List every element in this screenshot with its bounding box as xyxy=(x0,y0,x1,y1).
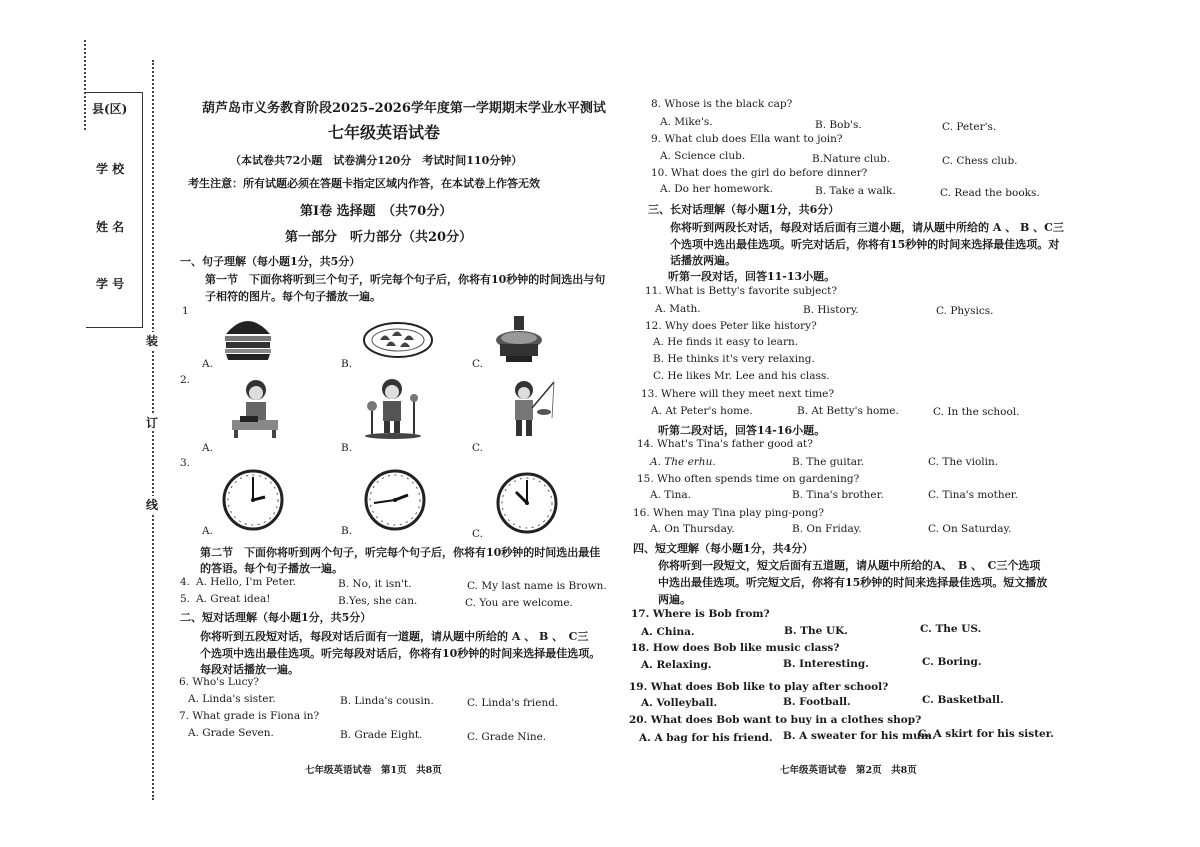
q19-option-a: A. Volleyball. xyxy=(641,697,718,709)
q8-option-b: B. Bob's. xyxy=(815,119,862,131)
s3-line3: 话播放两遍。 xyxy=(670,254,736,267)
q10-option-a: A. Do her homework. xyxy=(660,183,773,195)
field-school: 学 校 xyxy=(96,162,125,176)
s1-sub1-line2: 子相符的图片。每个句子播放一遍。 xyxy=(205,290,381,303)
q7-option-c: C. Grade Nine. xyxy=(467,731,547,743)
q15-option-c: C. Tina's mother. xyxy=(928,489,1019,501)
q9-option-c: C. Chess club. xyxy=(942,155,1018,167)
s1-sub1-line1: 第一节 下面你将听到三个句子，听完每个句子后，你将有10秒钟的时间选出与句 xyxy=(205,273,606,286)
q4-option-a: A. Hello, I'm Peter. xyxy=(196,576,297,588)
s2-line2: 个选项中选出最佳选项。听完每段对话后，你将有10秒钟的时间来选择最佳选项。 xyxy=(200,647,601,660)
s3-line4: 听第一段对话，回答11-13小题。 xyxy=(668,270,836,283)
q8-option-a: A. Mike's. xyxy=(660,116,713,128)
volume-title: 第Ⅰ卷 选择题 （共70分） xyxy=(300,204,453,219)
q10-option-c: C. Read the books. xyxy=(940,187,1040,199)
q14-stem: 14. What's Tina's father good at? xyxy=(637,438,813,450)
q9-option-b: B.Nature club. xyxy=(812,153,891,165)
part-title: 第一部分 听力部分（共20分） xyxy=(285,230,473,245)
q12-option-c: C. He likes Mr. Lee and his class. xyxy=(653,370,830,382)
exam-name: 葫芦岛市义务教育阶段2025–2026学年度第一学期期末学业水平测试 xyxy=(202,101,606,116)
q2-option-a: A. xyxy=(202,442,213,454)
q9-stem: 9. What club does Ella want to join? xyxy=(651,133,843,145)
q18-stem: 18. How does Bob like music class? xyxy=(631,642,840,654)
q12-option-a: A. He finds it easy to learn. xyxy=(653,336,799,348)
q11-option-b: B. History. xyxy=(803,304,859,316)
q17-option-c: C. The US. xyxy=(920,623,982,635)
q5-option-a: A. Great idea! xyxy=(196,593,271,605)
s3-line5: 听第二段对话，回答14-16小题。 xyxy=(658,424,826,437)
boy-fishing-picture xyxy=(502,378,556,442)
q6-option-b: B. Linda's cousin. xyxy=(340,695,434,707)
boy-gardening-picture xyxy=(362,376,424,440)
q1-option-a: A. xyxy=(202,358,213,370)
q16-stem: 16. When may Tina play ping-pong? xyxy=(633,507,824,519)
paper-title: 七年级英语试卷 xyxy=(328,123,441,142)
seal-char-ding: 订 xyxy=(146,416,159,430)
page2-footer: 七年级英语试卷 第2页 共8页 xyxy=(780,765,917,776)
q19-stem: 19. What does Bob like to play after school? xyxy=(629,681,889,693)
q2-option-b: B. xyxy=(341,442,353,454)
q2-option-c: C. xyxy=(472,442,483,454)
q4-number: 4. xyxy=(180,576,191,588)
q13-option-b: B. At Betty's home. xyxy=(797,405,899,417)
q20-option-c: C. A skirt for his sister. xyxy=(918,728,1054,740)
q12-stem: 12. Why does Peter like history? xyxy=(645,320,817,332)
q1-option-b: B. xyxy=(341,358,353,370)
q6-option-a: A. Linda's sister. xyxy=(188,693,276,705)
s1-sub2-line2: 的答语。每个句子播放一遍。 xyxy=(200,562,343,575)
q6-option-c: C. Linda's friend. xyxy=(467,697,559,709)
q16-option-c: C. On Saturday. xyxy=(928,523,1012,535)
pic-q3-number: 3. xyxy=(180,457,191,469)
clock-c-picture xyxy=(496,472,558,534)
q13-stem: 13. Where will they meet next time? xyxy=(641,388,835,400)
q5-number: 5. xyxy=(180,593,191,605)
q14-option-c: C. The violin. xyxy=(928,456,999,468)
q19-option-b: B. Football. xyxy=(783,696,851,708)
q7-option-a: A. Grade Seven. xyxy=(188,727,274,739)
q7-stem: 7. What grade is Fiona in? xyxy=(179,710,320,722)
q3-option-b: B. xyxy=(341,525,353,537)
q17-option-a: A. China. xyxy=(641,626,695,638)
s3-line1: 你将听到两段长对话，每段对话后面有三道小题，请从题中所给的 A 、 B 、C三 xyxy=(670,221,1064,234)
pic-q1-number: 1 xyxy=(182,305,189,317)
s1-sub2-line1: 第二节 下面你将听到两个句子，听完每个句子后，你将有10秒钟的时间选出最佳 xyxy=(200,546,601,559)
hamburger-picture xyxy=(222,312,274,362)
s2-line1: 你将听到五段短对话，每段对话后面有一道题，请从题中所给的 A 、 B 、 C三 xyxy=(200,630,589,643)
q20-option-b: B. A sweater for his mum. xyxy=(783,730,936,742)
seal-char-xian: 线 xyxy=(146,498,159,512)
s3-title: 三、长对话理解（每小题1分，共6分） xyxy=(648,203,840,216)
q11-option-a: A. Math. xyxy=(655,303,701,315)
dumplings-plate-picture xyxy=(362,318,434,360)
s4-line1: 你将听到一段短文，短文后面有五道题，请从题中所给的A、 B 、 C三个选项 xyxy=(658,559,1041,572)
q4-option-c: C. My last name is Brown. xyxy=(467,580,607,592)
s4-line3: 两遍。 xyxy=(658,593,691,606)
pic-q2-number: 2. xyxy=(180,374,191,386)
q3-option-a: A. xyxy=(202,525,213,537)
hotpot-picture xyxy=(492,314,546,364)
q7-option-b: B. Grade Eight. xyxy=(340,729,423,741)
binding-field-box xyxy=(86,92,143,328)
paper-info: （本试卷共72小题 试卷满分120分 考试时间110分钟） xyxy=(230,154,523,167)
q1-option-c: C. xyxy=(472,358,483,370)
s2-line3: 每段对话播放一遍。 xyxy=(200,663,299,676)
q6-stem: 6. Who's Lucy? xyxy=(179,676,260,688)
s4-line2: 中选出最佳选项。听完短文后，你将有15秒钟的时间来选择最佳选项。短文播放 xyxy=(658,576,1048,589)
q13-option-a: A. At Peter's home. xyxy=(651,405,753,417)
q15-option-b: B. Tina's brother. xyxy=(792,489,884,501)
page1-footer: 七年级英语试卷 第1页 共8页 xyxy=(305,765,442,776)
q5-option-c: C. You are welcome. xyxy=(465,597,573,609)
q8-stem: 8. Whose is the black cap? xyxy=(651,98,793,110)
s4-title: 四、短文理解（每小题1分，共4分） xyxy=(633,542,814,555)
q13-option-c: C. In the school. xyxy=(933,406,1020,418)
q11-stem: 11. What is Betty's favorite subject? xyxy=(645,285,838,297)
field-county: 县(区) xyxy=(92,102,128,116)
q5-option-b: B.Yes, she can. xyxy=(338,595,418,607)
q12-option-b: B. He thinks it's very relaxing. xyxy=(653,353,815,365)
q18-option-b: B. Interesting. xyxy=(783,658,869,670)
q16-option-b: B. On Friday. xyxy=(792,523,862,535)
q19-option-c: C. Basketball. xyxy=(922,694,1004,706)
field-id: 学 号 xyxy=(96,277,125,291)
q4-option-b: B. No, it isn't. xyxy=(338,578,412,590)
q11-option-c: C. Physics. xyxy=(936,305,994,317)
q10-option-b: B. Take a walk. xyxy=(815,185,896,197)
q14-option-b: B. The guitar. xyxy=(792,456,865,468)
notice: 考生注意：所有试题必须在答题卡指定区域内作答，在本试卷上作答无效 xyxy=(188,177,540,190)
q10-stem: 10. What does the girl do before dinner? xyxy=(651,167,868,179)
q9-option-a: A. Science club. xyxy=(660,150,746,162)
boy-playing-chess-picture xyxy=(226,376,284,440)
s2-title: 二、短对话理解（每小题1分，共5分） xyxy=(180,611,372,624)
q15-option-a: A. Tina. xyxy=(650,489,691,501)
q17-stem: 17. Where is Bob from? xyxy=(631,608,770,620)
s1-title: 一、句子理解（每小题1分，共5分） xyxy=(180,255,361,268)
q14-option-a: A. The erhu. xyxy=(650,456,716,468)
q20-stem: 20. What does Bob want to buy in a clothes shop? xyxy=(629,714,922,726)
clock-b-picture xyxy=(364,469,426,531)
s3-line2: 个选项中选出最佳选项。听完对话后，你将有15秒钟的时间来选择最佳选项。对 xyxy=(670,238,1060,251)
q18-option-a: A. Relaxing. xyxy=(641,659,712,671)
q15-stem: 15. Who often spends time on gardening? xyxy=(637,473,860,485)
seal-char-zhuang: 装 xyxy=(146,334,159,348)
clock-a-picture xyxy=(222,469,284,531)
q17-option-b: B. The UK. xyxy=(784,625,848,637)
q20-option-a: A. A bag for his friend. xyxy=(639,732,773,744)
q16-option-a: A. On Thursday. xyxy=(650,523,735,535)
q3-option-c: C. xyxy=(472,528,483,540)
field-name: 姓 名 xyxy=(96,220,125,234)
q18-option-c: C. Boring. xyxy=(922,656,982,668)
q8-option-c: C. Peter's. xyxy=(942,121,997,133)
